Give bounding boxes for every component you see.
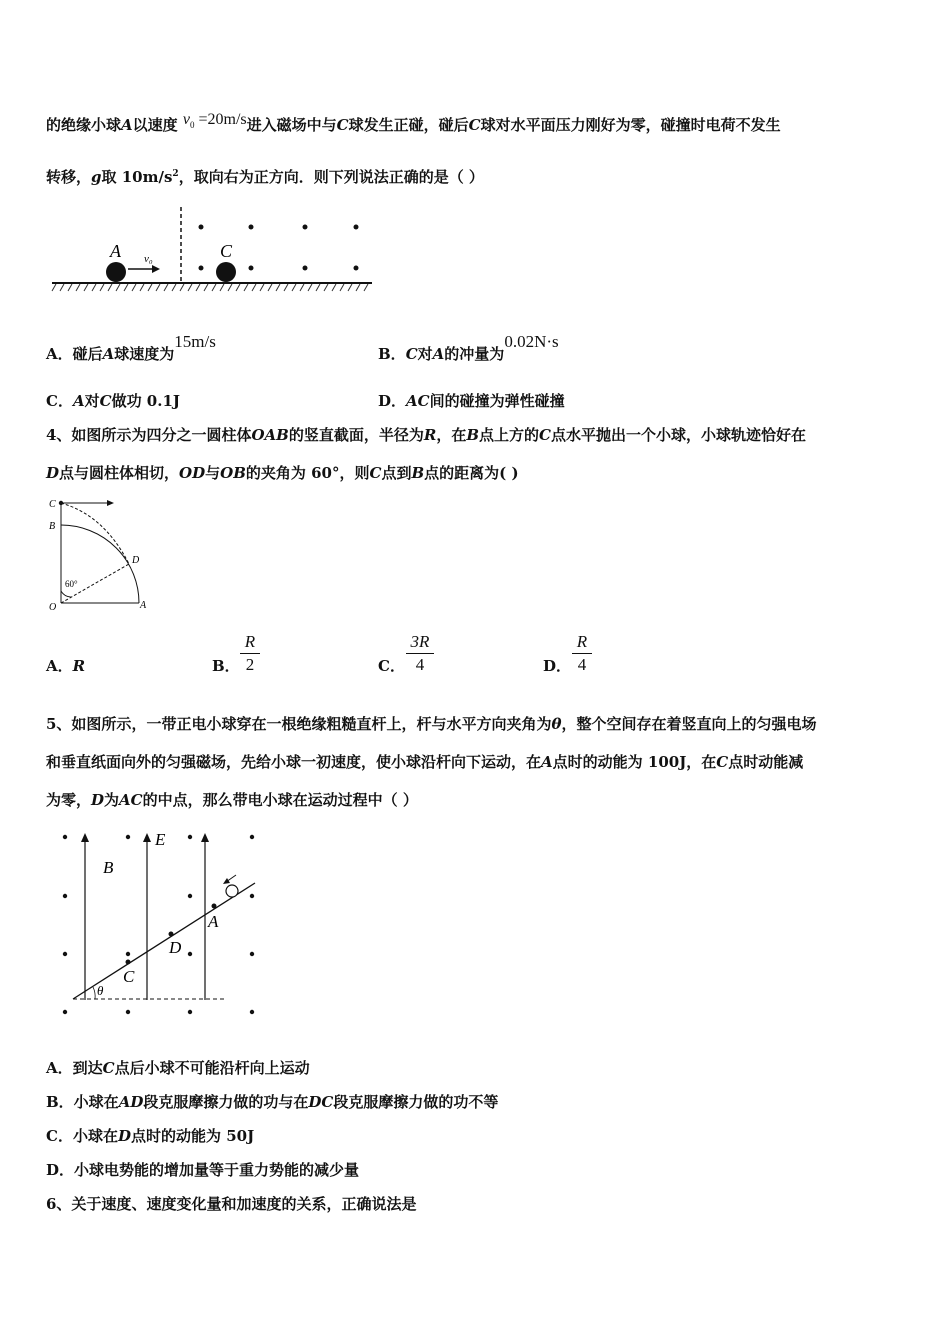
label-a: A	[208, 912, 219, 931]
q4-option-c[interactable]: C．	[378, 657, 405, 675]
q5-text-line-2: 和垂直纸面向外的匀强磁场，先给小球一初速度，使小球沿杆向下运动，在A点时的动能为 100J，在C点时动能减	[46, 753, 804, 771]
label-v0: v₀	[144, 253, 153, 265]
q5-option-a[interactable]: A．到达C点后小球不可能沿杆向上运动	[46, 1059, 310, 1077]
label-o: O	[49, 602, 57, 613]
q4-text-line-1: 4、如图所示为四分之一圆柱体OAB的竖直截面，半径为R，在B点上方的C点水平抛出一个小球，小球轨迹恰好在	[46, 426, 807, 444]
label-c: C	[220, 241, 233, 261]
q4-option-d-fraction: R 4	[572, 632, 592, 675]
label-a: A	[110, 241, 121, 261]
q5-option-b[interactable]: B．小球在AD段克服摩擦力做的功与在DC段克服摩擦力做的功不等	[46, 1093, 499, 1111]
q3-figure	[50, 205, 380, 300]
q3-option-b[interactable]: B．C对A的冲量为0.02N·s	[378, 332, 559, 363]
q4-option-b-fraction: R 2	[240, 632, 260, 675]
label-c: C	[123, 967, 135, 986]
q3-text-line-2: 转移，g取 $10m/s^2$，取向右为正方向．则下列说法正确的是（ ）	[46, 168, 484, 186]
label-b: B	[103, 858, 114, 877]
label-e: E	[155, 830, 166, 849]
q5-text-line-1: 5、如图所示，一带正电小球穿在一根绝缘粗糙直杆上，杆与水平方向夹角为θ，整个空间存在着竖直向上的匀强电场	[46, 715, 817, 733]
v0-expression: $v_0 =20m/s$	[182, 111, 247, 131]
q5-text-line-3: 为零，D为AC的中点，那么带电小球在运动过程中（ ）	[46, 791, 418, 809]
q4-option-b[interactable]: B．	[212, 657, 240, 675]
q6-text: 6、关于速度、速度变化量和加速度的关系，正确说法是	[46, 1195, 417, 1213]
q4-option-a[interactable]: A．R	[46, 657, 86, 675]
q4-option-c-fraction: 3R 4	[406, 632, 434, 675]
ball-a	[106, 262, 126, 282]
q5-option-d[interactable]: D．小球电势能的增加量等于重力势能的减少量	[46, 1161, 360, 1179]
q4-option-d[interactable]: D．	[543, 657, 572, 675]
q3-option-d[interactable]: D．AC间的碰撞为弹性碰撞	[378, 392, 565, 410]
q3-option-a[interactable]: A．碰后A球速度为15m/s	[46, 332, 216, 363]
q3-option-c[interactable]: C．A对C做功 0.1J	[46, 392, 180, 410]
q3-text-line-1: 的绝缘小球A以速度 $v_0 =20m/s$进入磁场中与C球发生正碰，碰后C球对水平面压力刚好为零，碰撞时电荷不发生	[46, 111, 781, 134]
ball-c	[216, 262, 236, 282]
label-c: C	[49, 499, 56, 510]
label-theta: θ	[97, 983, 104, 998]
label-d: D	[132, 555, 140, 566]
q4-figure	[44, 495, 164, 615]
label-b: B	[49, 521, 56, 532]
label-d: D	[169, 938, 182, 957]
label-a: A	[140, 600, 147, 611]
q4-text-line-2: D点与圆柱体相切，OD与OB的夹角为 60°，则C点到B点的距离为( )	[46, 464, 519, 482]
angle-label: 60°	[65, 579, 78, 589]
q5-option-c[interactable]: C．小球在D点时的动能为 50J	[46, 1127, 255, 1145]
q5-figure	[55, 825, 270, 1020]
